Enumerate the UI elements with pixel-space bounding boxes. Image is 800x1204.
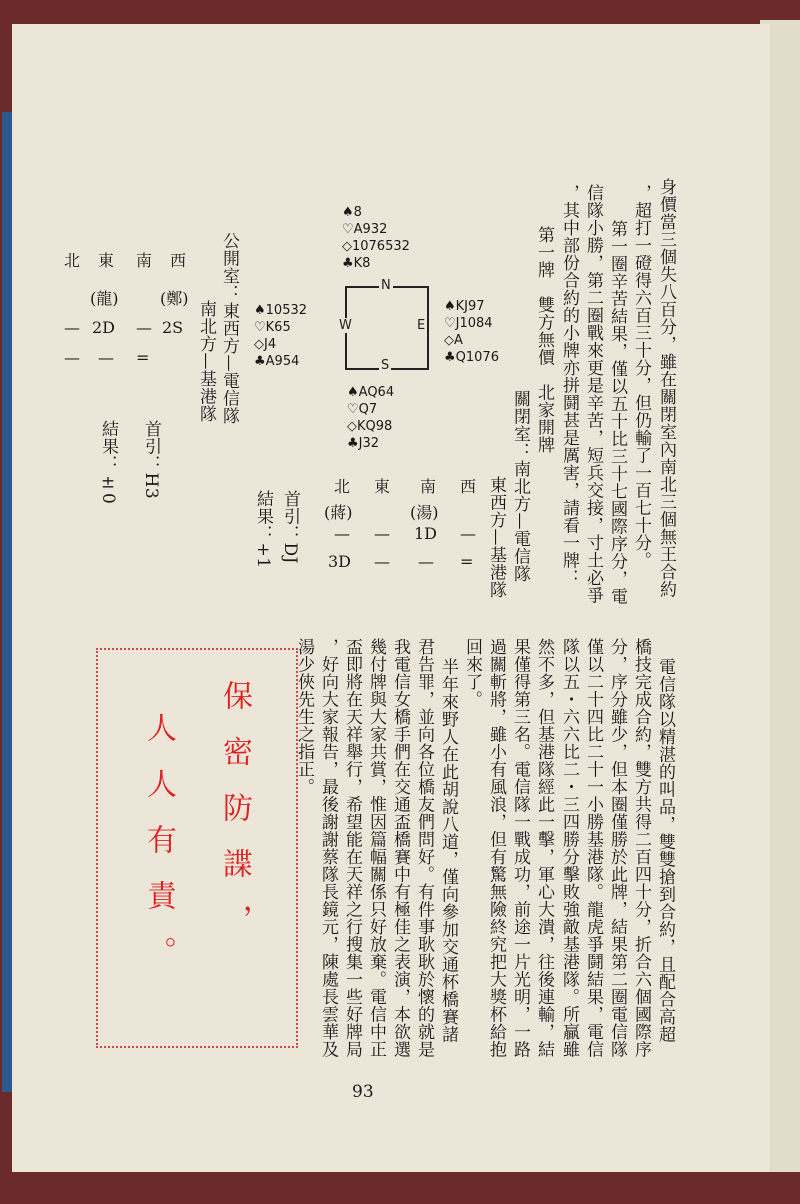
closed-bid: — xyxy=(460,524,476,543)
south-spades: ♠AQ64 xyxy=(347,385,395,400)
text-column: 湯少俠先生之指正。 xyxy=(294,638,314,796)
open-player-west: (鄭) xyxy=(160,289,189,308)
closed-header-west: 西 xyxy=(460,477,477,496)
open-room-ns: 南北方—基港隊 xyxy=(196,300,216,423)
closed-bid: = xyxy=(460,552,474,571)
north-hearts: ♡A932 xyxy=(342,222,388,237)
text-column: 過關斬將，雖小有風浪，但有驚無險終究把大獎杯給抱 xyxy=(486,638,506,1058)
open-room-ew: 公開室：東西方—電信隊 xyxy=(219,232,239,425)
text-column: 橋技完成合約，雙方共得二百四十分，折合六個國際序 xyxy=(631,638,651,1058)
west-hearts: ♡K65 xyxy=(254,320,291,335)
compass-south: S xyxy=(381,358,390,373)
closed-player-south: (湯) xyxy=(410,503,439,522)
compass-east: E xyxy=(417,318,426,333)
south-hearts: ♡Q7 xyxy=(347,402,378,417)
east-hearts: ♡J1084 xyxy=(444,316,493,331)
closed-room-ew: 東西方—基港隊 xyxy=(486,476,506,599)
west-clubs: ♣A954 xyxy=(254,354,300,369)
closed-header-north: 北 xyxy=(334,477,351,496)
open-bid: — xyxy=(64,318,80,337)
text-column: 然不多，但基港隊經此一擊，軍心大潰，往後連輸，結 xyxy=(534,638,554,1058)
closed-header-east: 東 xyxy=(374,477,391,496)
east-spades: ♠KJ97 xyxy=(444,299,485,314)
slogan-box xyxy=(96,648,298,1048)
book-binding-bottom xyxy=(0,1172,800,1204)
west-diamonds: ◇J4 xyxy=(254,337,277,352)
open-bid: — xyxy=(98,348,114,367)
south-hand xyxy=(347,384,394,452)
text-column: 半年來野人在此胡說八道，僅向參加交通杯橋賽諸 xyxy=(438,658,458,1043)
text-column: 僅以二十四比二十一小勝基港隊。龍虎爭鬪結果，電信 xyxy=(583,638,603,1058)
slogan-line-2: 人人有責。 xyxy=(141,712,176,992)
deal-header: 第一牌 雙方無價 北家開牌 xyxy=(534,226,554,454)
open-bid: 2S xyxy=(162,318,184,337)
south-diamonds: ◇KQ98 xyxy=(347,419,393,434)
text-column: ，其中部份合約的小牌亦拼鬪甚是厲害，請看一牌： xyxy=(559,184,579,587)
north-clubs: ♣K8 xyxy=(342,256,371,271)
closed-bid: — xyxy=(334,524,350,543)
text-column: 身價當三個失八百分，雖在關閉室內南北三個無王合約 xyxy=(656,178,676,598)
page-number: 93 xyxy=(352,1082,374,1102)
open-bid: 2D xyxy=(92,318,116,337)
open-bid: = xyxy=(136,348,150,367)
text-column: 回來了。 xyxy=(462,638,482,708)
text-column: 盃即將在天祥舉行，希望能在天祥之行搜集一些好牌局 xyxy=(342,638,362,1058)
closed-bid: 3D xyxy=(328,552,352,571)
closed-bid: — xyxy=(418,552,434,571)
text-column: 我電信女橋手們在交通盃橋賽中有極佳之表演，本欲選 xyxy=(390,638,410,1058)
closed-header-south: 南 xyxy=(420,477,437,496)
closed-bid: — xyxy=(374,524,390,543)
open-header-north: 北 xyxy=(64,251,81,270)
text-column: 分，序分雖少，但本圈僅勝於此牌，結果第二圈電信隊 xyxy=(607,638,627,1058)
compass-west: W xyxy=(339,318,352,333)
east-hand xyxy=(444,298,499,366)
open-player-east: (龍) xyxy=(90,289,119,308)
closed-result: 結果：+1 xyxy=(253,490,273,569)
open-bid: — xyxy=(136,318,152,337)
open-header-east: 東 xyxy=(98,251,115,270)
text-column: 電信隊以精湛的叫品，雙雙搶到合約，且配合高超 xyxy=(655,658,675,1043)
west-spades: ♠10532 xyxy=(254,303,308,318)
open-header-west: 西 xyxy=(170,251,187,270)
text-column: ，超打一磴得六百三十分，但仍輸了一百七十分。 xyxy=(631,184,651,569)
text-column: 第一圈辛苦結果，僅以五十比三十七國際序分，電 xyxy=(607,220,627,605)
closed-player-north: (蔣) xyxy=(324,503,353,522)
text-column: ，好向大家報告，最後謝謝蔡隊長鏡元，陳處長雲華及 xyxy=(318,638,338,1058)
book-binding-top xyxy=(0,0,800,26)
west-hand xyxy=(254,302,307,370)
text-column: 幾付牌與大家共賞，惟因篇幅關係只好放棄。電信中正 xyxy=(366,638,386,1058)
closed-lead: 首引：DJ xyxy=(280,490,300,564)
text-column: 君告罪，並向各位橋友們問好。有件事耿耿於懷的就是 xyxy=(414,638,434,1058)
north-spades: ♠8 xyxy=(342,205,362,220)
north-hand xyxy=(342,204,410,272)
closed-bid: 1D xyxy=(414,524,438,543)
text-column: 信隊小勝，第二圈戰來更是辛苦，短兵交接，寸土必爭 xyxy=(583,184,603,604)
slogan-line-1: 保密防諜， xyxy=(217,680,252,960)
compass-box xyxy=(339,278,429,373)
open-header-south: 南 xyxy=(136,251,153,270)
closed-bid: — xyxy=(374,552,390,571)
open-result: 結果：±0 xyxy=(98,420,118,505)
left-page-strip xyxy=(2,112,12,1092)
compass-north: N xyxy=(381,278,391,293)
east-clubs: ♣Q1076 xyxy=(444,350,499,365)
closed-room-ns: 關閉室：南北方—電信隊 xyxy=(510,390,530,583)
south-clubs: ♣J32 xyxy=(347,436,380,451)
text-column: 隊以五・六六比二・三四勝分擊敗強敵基港隊。所贏雖 xyxy=(559,638,579,1058)
text-column: 果僅得第三名。電信隊一戰成功，前途一片光明，一路 xyxy=(510,638,530,1058)
east-diamonds: ◇A xyxy=(444,333,463,348)
open-bid: — xyxy=(64,348,80,367)
open-lead: 首引：H3 xyxy=(141,420,161,500)
north-diamonds: ◇1076532 xyxy=(342,239,410,254)
